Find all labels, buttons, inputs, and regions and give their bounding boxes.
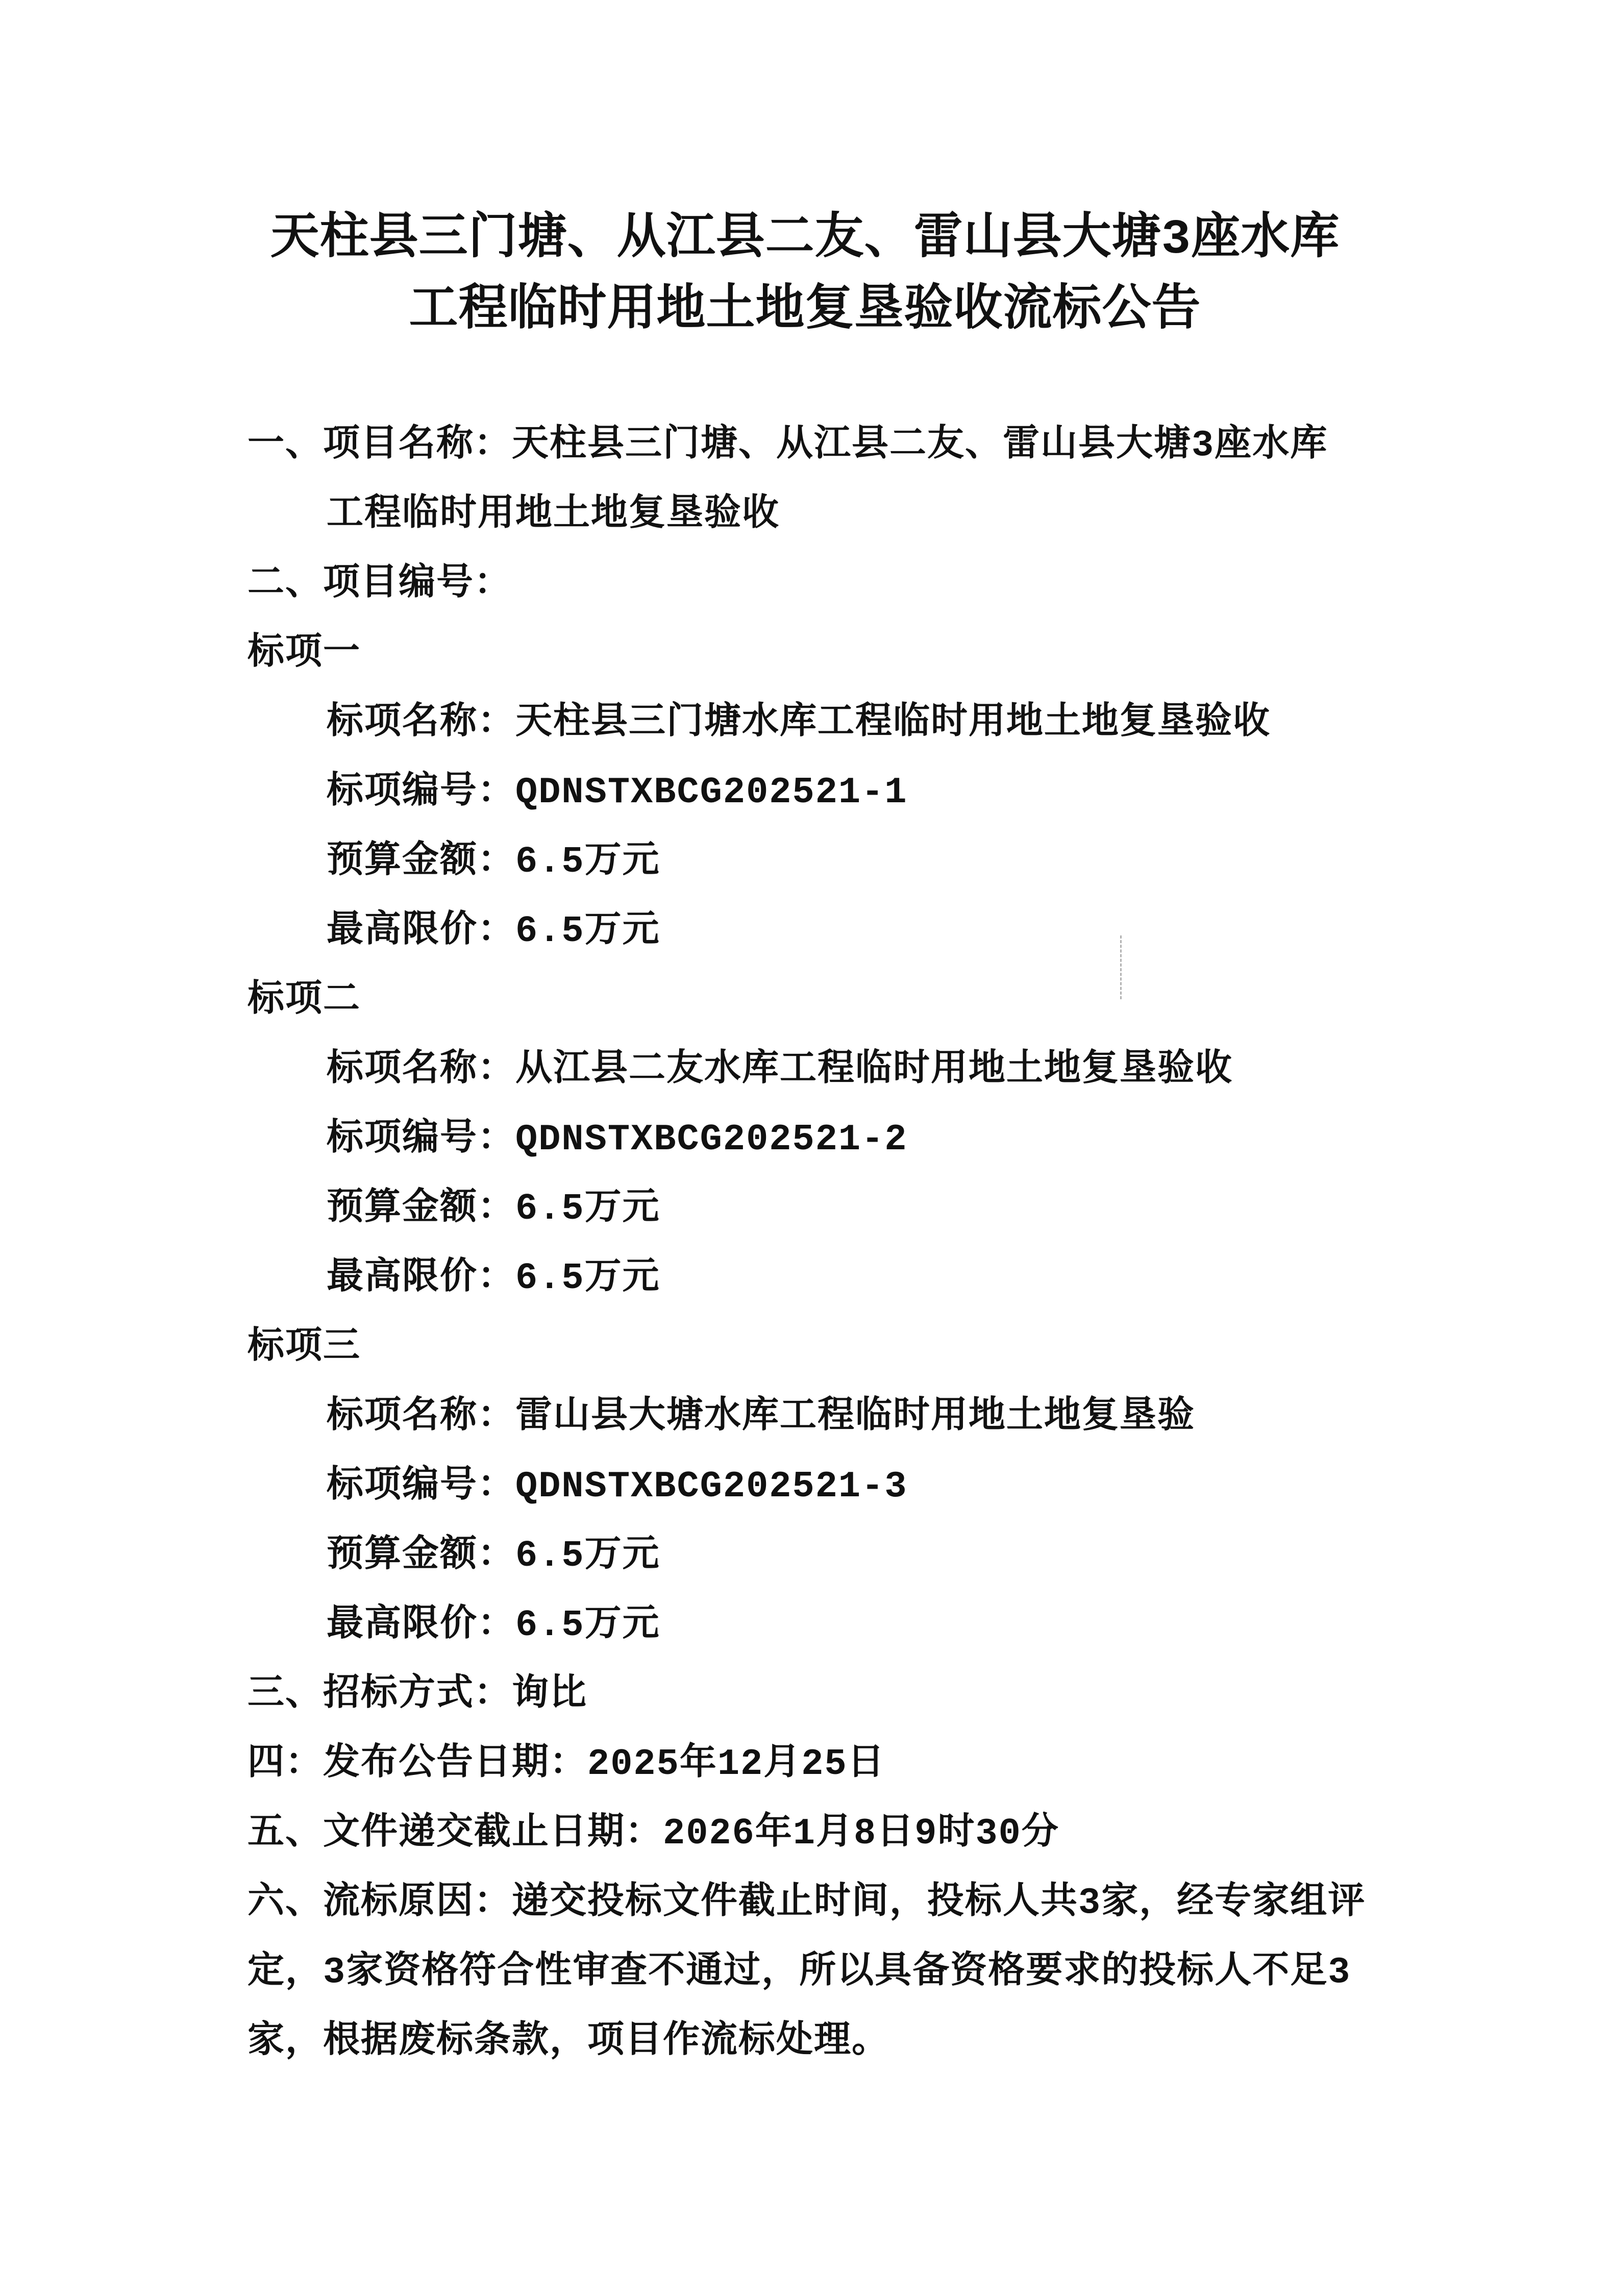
body-line: 三、招标方式：询比 [247, 1674, 588, 1716]
body-line: 标项名称：雷山县大塘水库工程临时用地土地复垦验 [327, 1396, 1196, 1438]
body-line: 标项一 [247, 633, 361, 675]
body-line: 一、项目名称：天柱县三门塘、从江县二友、雷山县大塘3座水库 [247, 425, 1328, 466]
body-line: 五、文件递交截止日期：2026年1月8日9时30分 [247, 1813, 1059, 1855]
body-line: 标项三 [247, 1327, 361, 1369]
body-line: 标项名称：从江县二友水库工程临时用地土地复垦验收 [327, 1049, 1233, 1091]
body-line: 标项名称：天柱县三门塘水库工程临时用地土地复垦验收 [327, 702, 1271, 744]
body-line: 最高限价：6.5万元 [327, 910, 660, 952]
title-line-1: 天柱县三门塘、从江县二友、雷山县大塘3座水库 [270, 212, 1340, 267]
document-body [247, 411, 1508, 2077]
body-line: 标项二 [247, 980, 361, 1022]
body-line: 六、流标原因：递交投标文件截止时间，投标人共3家，经专家组评 [247, 1882, 1366, 1924]
body-line: 标项编号：QDNSTXBCG202521-2 [327, 1119, 908, 1161]
body-line: 工程临时用地土地复垦验收 [327, 494, 780, 536]
body-line: 最高限价：6.5万元 [327, 1604, 660, 1646]
body-line: 标项编号：QDNSTXBCG202521-3 [327, 1466, 908, 1508]
scan-artifact [1120, 935, 1122, 999]
body-line: 预算金额：6.5万元 [327, 1535, 660, 1577]
body-line: 定，3家资格符合性审查不通过，所以具备资格要求的投标人不足3 [247, 1952, 1351, 1993]
body-line: 家，根据废标条款，项目作流标处理。 [247, 2021, 890, 2063]
body-line: 标项编号：QDNSTXBCG202521-1 [327, 772, 908, 813]
body-line: 二、项目编号： [247, 563, 512, 605]
body-line: 四：发布公告日期：2025年12月25日 [247, 1743, 885, 1785]
body-line: 最高限价：6.5万元 [327, 1257, 660, 1299]
document-title [247, 204, 1363, 347]
body-line: 预算金额：6.5万元 [327, 841, 660, 883]
body-line: 预算金额：6.5万元 [327, 1188, 660, 1230]
title-line-2: 工程临时用地土地复垦验收流标公告 [409, 283, 1201, 339]
